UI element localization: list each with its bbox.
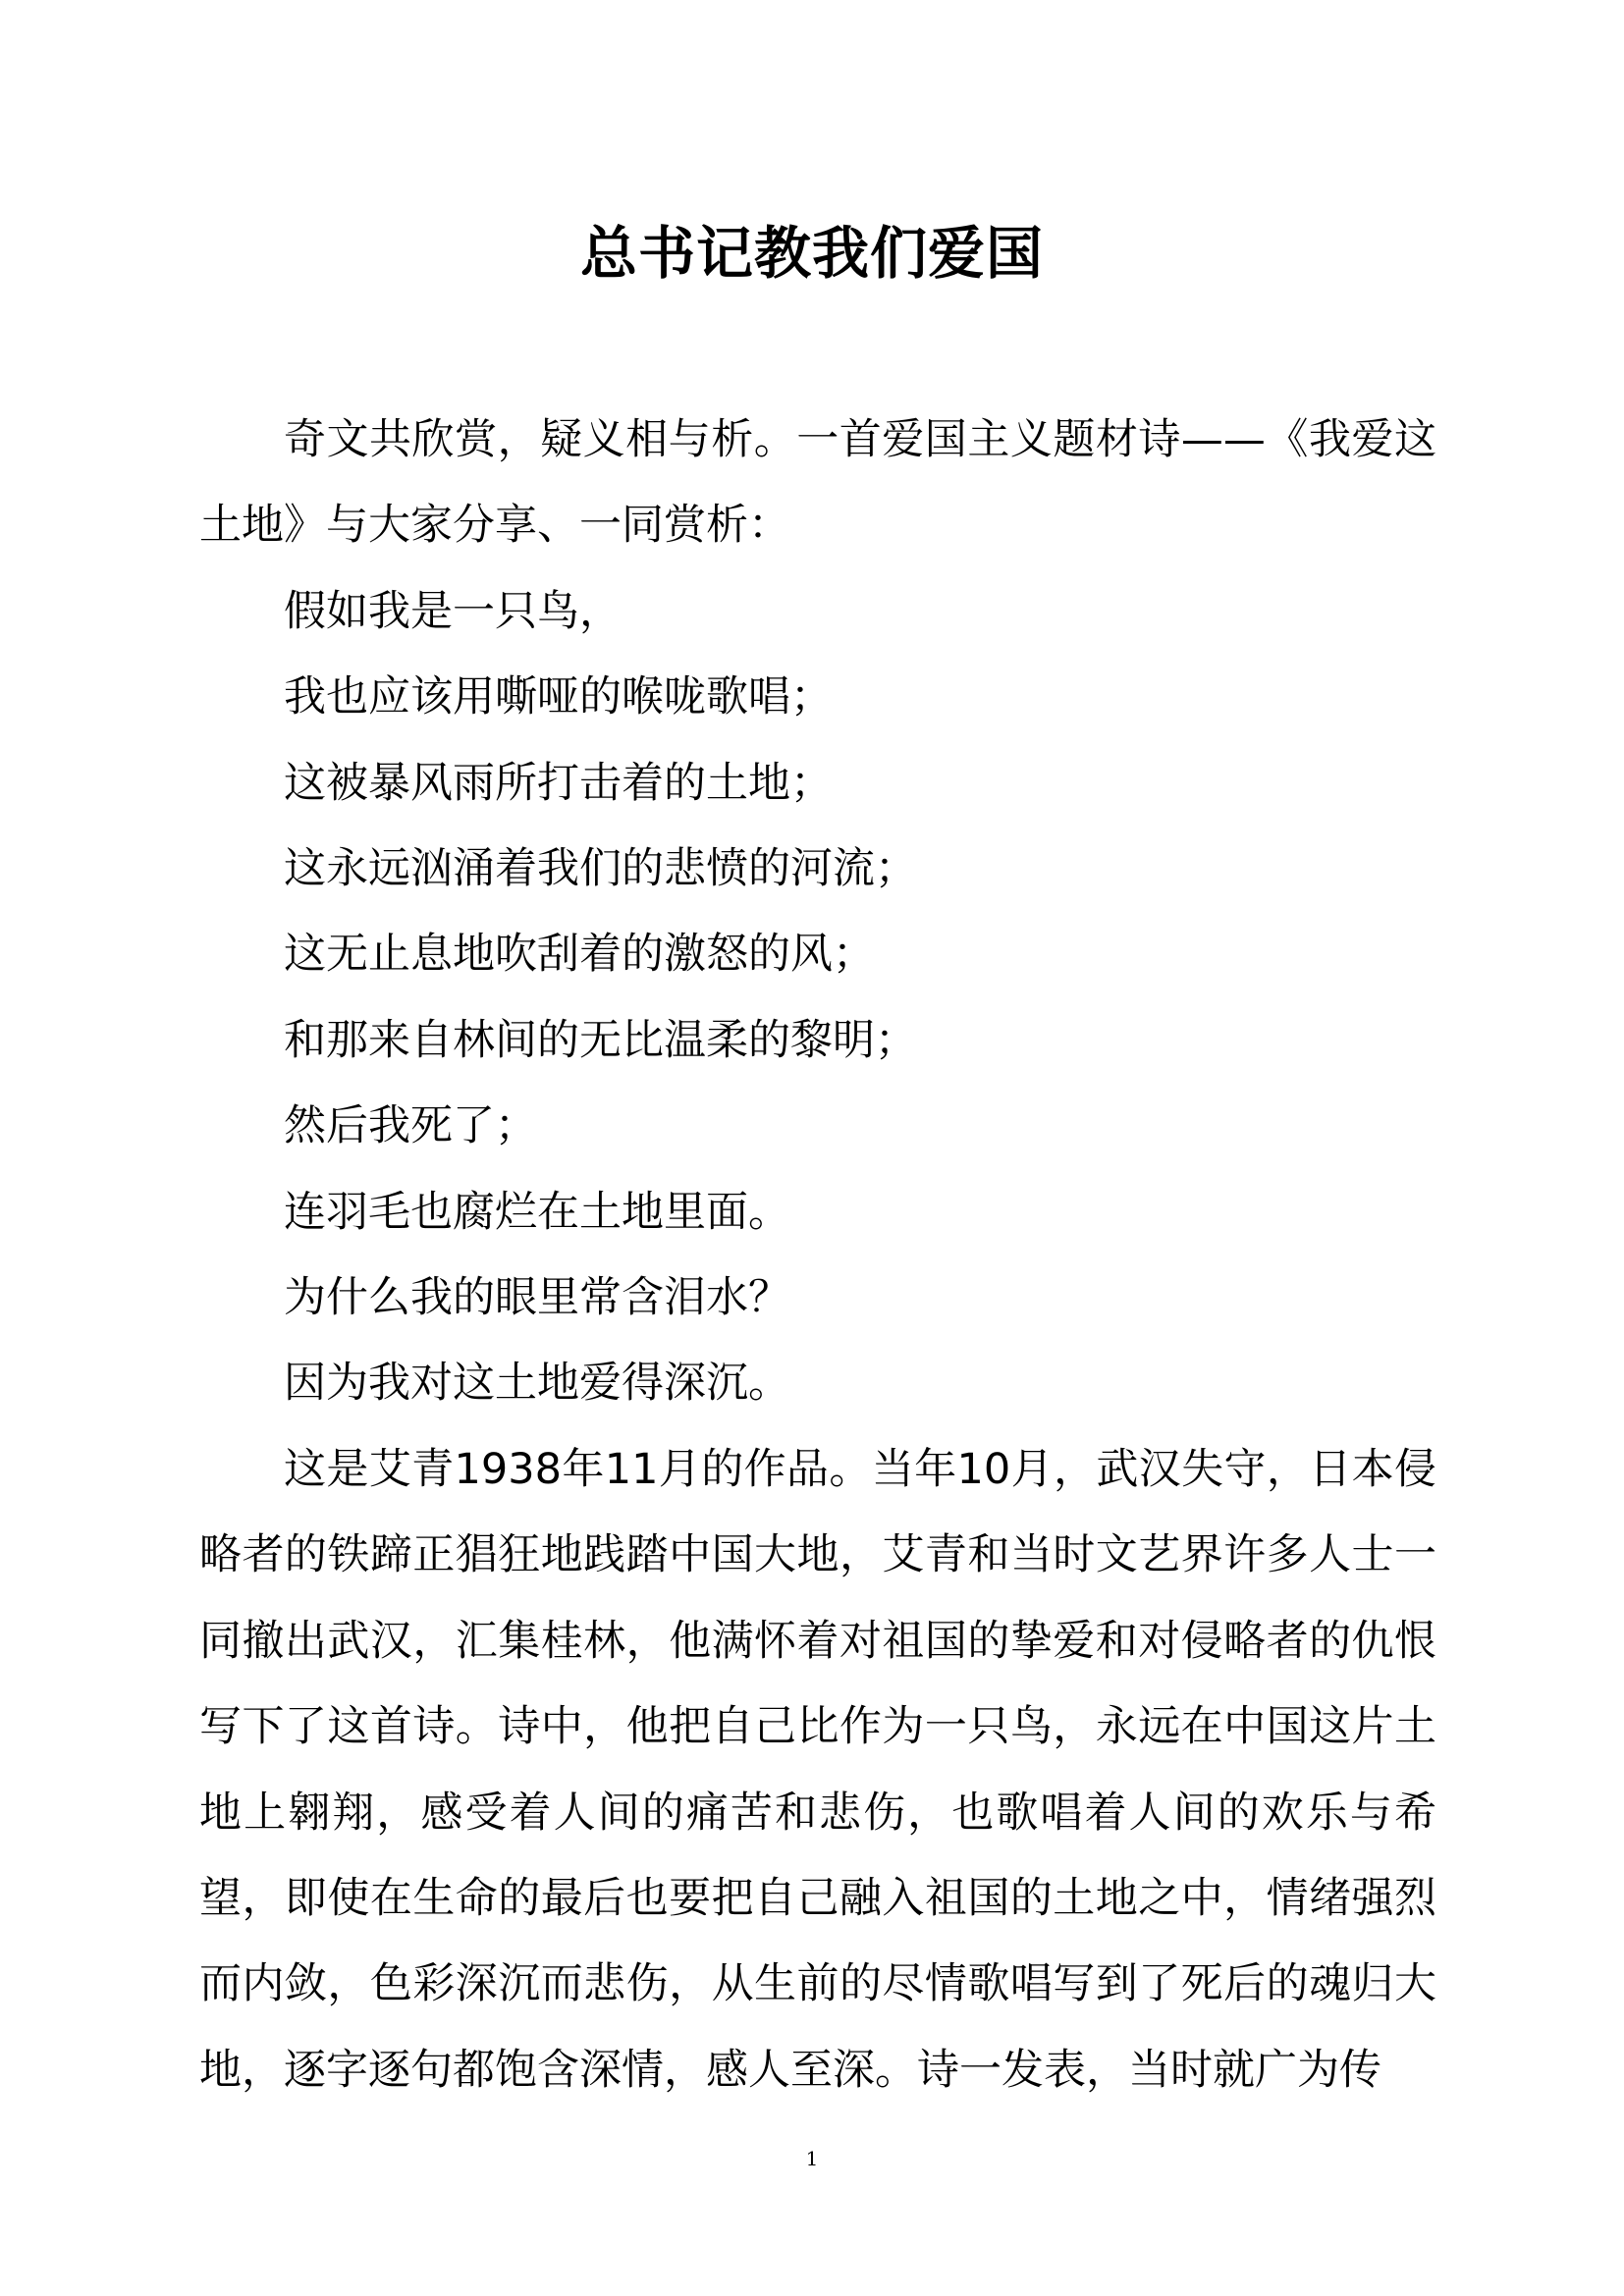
document-body <box>199 398 1436 2113</box>
intro-paragraph: 奇文共欣赏，疑义相与析。一首爱国主义题材诗——《我爱这土地》与大家分享、一同赏析： <box>199 415 1436 551</box>
poem-line: 假如我是一只鸟， <box>284 586 622 636</box>
poem-line: 连羽毛也腐烂在土地里面。 <box>284 1187 790 1237</box>
poem-line: 为什么我的眼里常含泪水？ <box>284 1273 790 1323</box>
poem-line: 和那来自林间的无比温柔的黎明； <box>284 1015 917 1065</box>
poem-line: 这永远汹涌着我们的悲愤的河流； <box>284 844 917 894</box>
poem-line: 然后我死了； <box>284 1101 537 1151</box>
poem-line: 我也应该用嘶哑的喉咙歌唱； <box>284 672 833 722</box>
page-number: 1 <box>805 2147 819 2170</box>
poem-line: 这被暴风雨所打击着的土地； <box>284 758 833 808</box>
poem <box>199 569 1436 1427</box>
document-title: 总书记教我们爱国 <box>579 220 1044 287</box>
poem-line: 这无止息地吹刮着的激怒的风； <box>284 930 875 980</box>
commentary-paragraph: 这是艾青1938年11月的作品。当年10月，武汉失守，日本侵略者的铁蹄正猖狂地践踏中国大地，艾青和当时文艺界许多人士一同撤出武汉，汇集桂林，他满怀着对祖国的挚爱和对侵略者的仇恨写下了这首诗。诗中，他把自己比作为一只鸟，永远在中国这片土地上翱翔，感受着人间的痛苦和悲伤，也歌唱着人间的欢乐与希望，即使在生命的最后也要把自己融入祖国的土地之中，情绪强烈而内敛，色彩深沉而悲伤，从生前的尽情歌唱写到了死后的魂归大地，逐字逐句都饱含深情，感人至深。诗一发表，当时就广为传 <box>199 1444 1436 2095</box>
poem-line: 因为我对这土地爱得深沉。 <box>284 1359 790 1409</box>
